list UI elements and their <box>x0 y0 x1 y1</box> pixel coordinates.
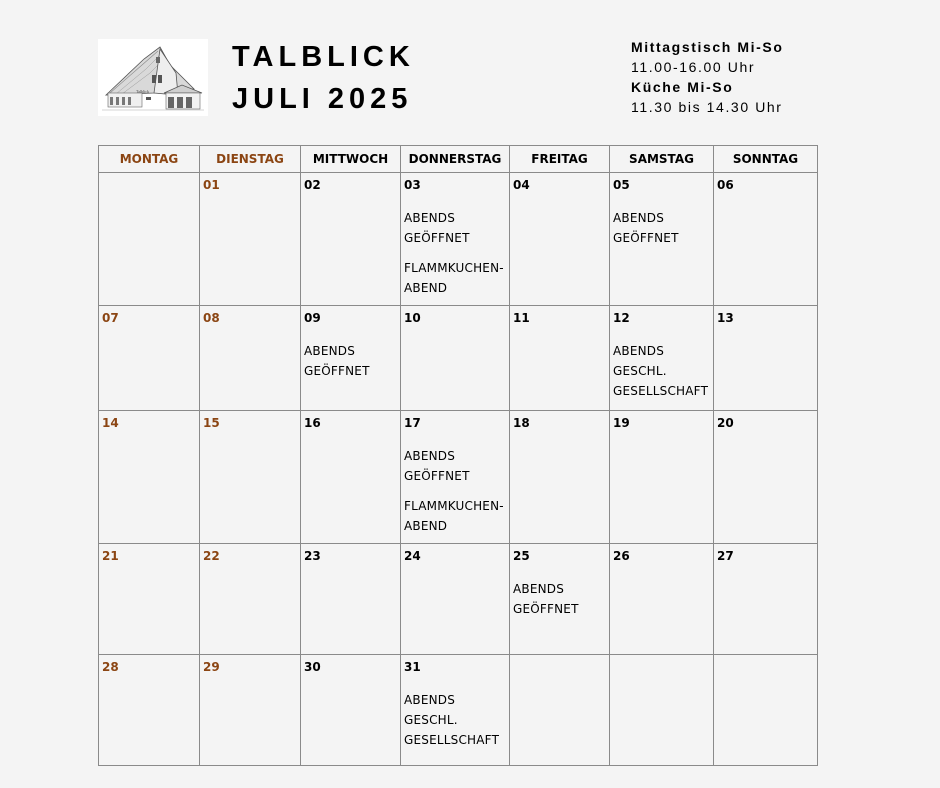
day-number: 12 <box>613 311 630 325</box>
day-number: 16 <box>304 416 321 430</box>
hours-kitchen-label: Küche Mi-So <box>631 79 734 95</box>
day-number: 01 <box>203 178 220 192</box>
calendar-day-cell <box>200 655 301 766</box>
calendar-week-row <box>99 411 818 544</box>
weekday-header-row <box>99 146 818 173</box>
calendar-day-cell <box>401 306 510 411</box>
calendar-day-cell <box>99 655 200 766</box>
event-note: ABENDS GEÖFFNET <box>513 582 579 616</box>
calendar-day-cell <box>714 411 818 544</box>
day-number: 06 <box>717 178 734 192</box>
day-number <box>714 655 817 660</box>
event-note: ABENDS GEÖFFNET <box>404 211 470 245</box>
calendar-day-cell <box>301 306 401 411</box>
calendar-day-cell <box>401 411 510 544</box>
day-number: 17 <box>404 416 421 430</box>
weekday-header-dienstag: DIENSTAG <box>200 146 301 173</box>
calendar-day-cell <box>99 411 200 544</box>
day-number: 02 <box>304 178 321 192</box>
weekday-header-montag: MONTAG <box>99 146 200 173</box>
calendar-day-cell <box>510 544 610 655</box>
title-line-month: JULI 2025 <box>232 83 413 115</box>
day-number: 24 <box>404 549 421 563</box>
calendar-day-cell <box>610 655 714 766</box>
hours-kitchen-time: 11.30 bis 14.30 Uhr <box>631 99 783 115</box>
event-note: FLAMMKUCHEN-ABEND <box>404 261 504 295</box>
event-note: ABENDS GESCHL. GESELLSCHAFT <box>613 344 709 398</box>
day-number: 05 <box>613 178 630 192</box>
calendar-day-cell <box>200 411 301 544</box>
day-number: 30 <box>304 660 321 674</box>
calendar-day-cell <box>200 173 301 306</box>
calendar-day-cell <box>99 544 200 655</box>
calendar-day-cell <box>610 544 714 655</box>
day-number: 21 <box>102 549 119 563</box>
day-number <box>610 655 713 660</box>
calendar-week-row <box>99 306 818 411</box>
calendar-day-cell <box>510 173 610 306</box>
title-line-name: TALBLICK <box>232 41 415 73</box>
calendar-grid <box>98 145 818 766</box>
calendar-day-cell <box>401 173 510 306</box>
day-number: 23 <box>304 549 321 563</box>
calendar-day-cell <box>610 306 714 411</box>
calendar-day-cell <box>610 173 714 306</box>
calendar-day-cell <box>714 306 818 411</box>
calendar-day-cell <box>714 544 818 655</box>
weekday-header-donnerstag: DONNERSTAG <box>401 146 510 173</box>
event-note: ABENDS GEÖFFNET <box>613 211 679 245</box>
calendar-day-cell <box>510 655 610 766</box>
day-number <box>99 173 199 178</box>
day-number: 25 <box>513 549 530 563</box>
event-note: ABENDS GESCHL. GESELLSCHAFT <box>404 693 500 747</box>
calendar-day-cell <box>610 411 714 544</box>
calendar-week-row <box>99 544 818 655</box>
day-number: 19 <box>613 416 630 430</box>
hours-lunch-label: Mittagstisch Mi-So <box>631 39 784 55</box>
day-number: 29 <box>203 660 220 674</box>
day-number: 18 <box>513 416 530 430</box>
day-number: 13 <box>717 311 734 325</box>
calendar-day-cell <box>401 655 510 766</box>
day-number: 14 <box>102 416 119 430</box>
day-number: 03 <box>404 178 421 192</box>
event-note: ABENDS GEÖFFNET <box>404 449 470 483</box>
day-number: 08 <box>203 311 220 325</box>
day-number: 31 <box>404 660 421 674</box>
logo-caption: Talblick <box>136 89 150 94</box>
calendar-day-cell <box>99 173 200 306</box>
calendar-day-cell <box>401 544 510 655</box>
calendar-week-row <box>99 655 818 766</box>
calendar-day-cell <box>301 411 401 544</box>
weekday-header-sonntag: SONNTAG <box>714 146 818 173</box>
weekday-header-samstag: SAMSTAG <box>610 146 714 173</box>
event-note: ABENDS GEÖFFNET <box>304 344 370 378</box>
calendar-day-cell <box>510 306 610 411</box>
day-number: 28 <box>102 660 119 674</box>
calendar-week-row <box>99 173 818 306</box>
day-number: 15 <box>203 416 220 430</box>
calendar-day-cell <box>714 655 818 766</box>
day-number: 04 <box>513 178 530 192</box>
calendar-day-cell <box>99 306 200 411</box>
event-note: FLAMMKUCHEN-ABEND <box>404 499 504 533</box>
hours-lunch-time: 11.00-16.00 Uhr <box>631 59 756 75</box>
day-number: 26 <box>613 549 630 563</box>
day-number: 22 <box>203 549 220 563</box>
restaurant-logo <box>98 39 208 116</box>
day-number: 10 <box>404 311 421 325</box>
opening-hours <box>631 37 783 117</box>
calendar-day-cell <box>200 306 301 411</box>
calendar-day-cell <box>200 544 301 655</box>
calendar-day-cell <box>301 544 401 655</box>
calendar-day-cell <box>301 173 401 306</box>
page-title <box>232 36 415 120</box>
calendar-day-cell <box>301 655 401 766</box>
weekday-header-mittwoch: MITTWOCH <box>301 146 401 173</box>
day-number: 11 <box>513 311 530 325</box>
house-sketch-icon <box>98 39 208 116</box>
day-number <box>510 655 609 660</box>
calendar-day-cell <box>510 411 610 544</box>
weekday-header-freitag: FREITAG <box>510 146 610 173</box>
day-number: 07 <box>102 311 119 325</box>
day-number: 09 <box>304 311 321 325</box>
calendar-day-cell <box>714 173 818 306</box>
day-number: 20 <box>717 416 734 430</box>
day-number: 27 <box>717 549 734 563</box>
